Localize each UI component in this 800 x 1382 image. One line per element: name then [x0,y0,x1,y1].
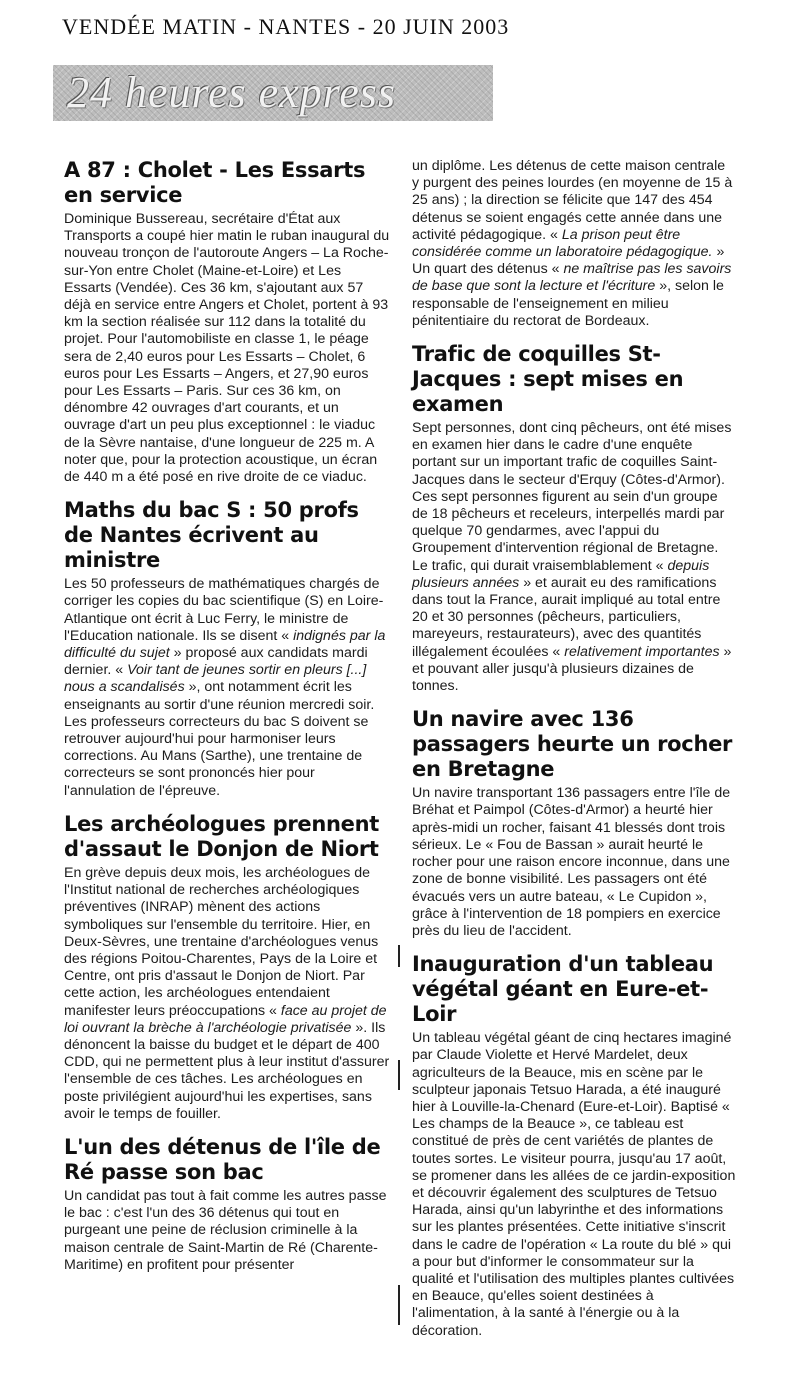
left-column [64,158,390,1337]
article-body: Un navire transportant 136 passagers entre l'île de Bréhat et Paimpol (Côtes-d'Armor) a heurté hier après-midi un rocher, faisant 41 blessés dont trois sérieux. Le « Fou de Bassan » aurait heurté le rocher pour une raison encore inconnue, dans une zone de bonne visibilité. Les passagers ont été évacués vers un autre bateau, « Le Cupidon », grâce à l'intervention de 18 pompiers en exercice près du lieu de l'accident. [412,785,731,939]
article-coquilles [412,342,736,695]
article-body: Un tableau végétal géant de cinq hectares imaginé par Claude Violette et Hervé Mardelet, deux agriculteurs de la Beauce, mis en scène par le sculpteur japonais Tetsuo Harada, a été inauguré hier à Louville-la-Chenard (Eure-et-Loir). Baptisé « Les champs de la Beauce », ce tableau est constitué de près de cent variétés de plantes de toutes sortes. Le visiteur pourra, jusqu'au 17 août, se promener dans les allées de ce jardin-exposition et découvrir également des sculptures de Tetsuo Harada, ainsi qu'un labyrinthe et des informations sur les plantes présentées. Cette initiative s'inscrit dans le cadre de l'opération « La route du blé » qui a pour but d'informer le consommateur sur la qualité et l'utilisation des multiples plantes cultivées en Beauce, qu'elles soient destinées à l'alimentation, à la santé à l'énergie ou à la décoration. [412,1030,736,1339]
section-banner [53,65,493,121]
article-a87 [64,158,390,486]
column-rule [398,945,400,967]
article-headline: Un navire avec 136 passagers heurte un rocher en Bretagne [412,707,733,782]
article-headline: Les archéologues prennent d'assaut le Donjon de Niort [64,811,379,861]
article-body: Les 50 professeurs de mathématiques chargés de corriger les copies du bac scientifique (S) en Loire-Atlantique ont écrit à Luc Ferry, le ministre de l'Education nationale. Ils se disent « indignés par la difficulté du sujet » proposé aux candidats mardi dernier. « Voir tant de jeunes sortir en pleurs [...] nous a scandalisés », ont notamment écrit les enseignants au sortir d'une réunion mercredi soir. Les professeurs correcteurs du bac S doivent se retrouver aujourd'hui pour harmoniser leurs corrections. Au Mans (Sarthe), une trentaine de correcteurs se sont prononcés hier pour l'annulation de l'épreuve. [64,576,386,799]
article-continuation: un diplôme. Les détenus de cette maison centrale y purgent des peines lourdes (en moyenne de 15 à 25 ans) ; la direction se félicite que 147 des 454 détenus se soient engagés cette année dans une activité pédagogique. « La prison peut être considérée comme un laboratoire pédagogique. » Un quart des détenus « ne maîtrise pas les savoirs de base que sont la lecture et l'écriture », selon le responsable de l'enseignement en milieu pénitentiaire du rectorat de Bordeaux. [412,158,733,329]
article-headline: A 87 : Cholet - Les Essarts en service [64,158,366,207]
article-headline: Inauguration d'un tableau végétal géant en Eure-et-Loir [412,952,714,1027]
article-body: Un candidat pas tout à fait comme les autres passe le bac : c'est l'un des 36 détenus qui tout en purgeant une peine de réclusion criminelle à la maison centrale de Saint-Martin de Ré (Charente-Maritime) en profitent pour présenter [64,1187,387,1273]
article-maths-bac [64,498,390,800]
article-archeologues [64,812,390,1123]
masthead: VENDÉE MATIN - NANTES - 20 JUIN 2003 [62,14,510,39]
article-headline: Maths du bac S : 50 profs de Nantes écrivent au ministre [64,498,359,573]
article-body: Dominique Bussereau, secrétaire d'État aux Transports a coupé hier matin le ruban inaugural du nouveau tronçon de l'autoroute Angers – La Roche-sur-Yon entre Cholet (Maine-et-Loire) et Les Essarts (Vendée). Ces 36 km, s'ajoutant aux 57 déjà en service entre Angers et Cholet, portent à 93 km la section réalisée sur 112 dans la totalité du projet. Pour l'automobiliste en classe 1, le péage sera de 2,40 euros pour Les Essarts – Cholet, 6 euros pour Les Essarts – Angers, et 27,90 euros pour Les Essarts – Paris. Sur ces 36 km, on dénombre 42 ouvrages d'art courants, et un ouvrage d'art un peu plus exceptionnel : le viaduc de la Sèvre nantaise, d'une longueur de 225 m. A noter que, pour la protection acoustique, un écran de 440 m a été posé en rive droite de ce viaduc. [64,211,390,486]
column-rule [398,1285,400,1325]
article-headline: L'un des détenus de l'île de Ré passe son bac [64,1134,381,1184]
column-rule [398,1060,400,1090]
article-detenu-bac [64,1135,390,1274]
banner-title: 24 heures express [67,68,396,117]
article-body: En grève depuis deux mois, les archéologues de l'Institut national de recherches archéologiques préventives (INRAP) mènent des actions symboliques sur l'ensemble du territoire. Hier, en Deux-Sèvres, une trentaine d'archéologues venus des régions Poitou-Charentes, Pays de la Loire et Centre, ont pris d'assaut le Donjon de Niort. Par cette action, les archéologues entendaient manifester leurs préoccupations « face au projet de loi ouvrant la brèche à l'archéologie privatisée ». Ils dénoncent la baisse du budget et le départ de 400 CDD, qui ne permettent plus à leur institut d'assurer l'ensemble de ces tâches. Les archéologues en poste privilégient aujourd'hui les expertises, sans avoir le temps de fouiller. [64,864,390,1122]
article-body: Sept personnes, dont cinq pêcheurs, ont été mises en examen hier dans le cadre d'une enquête portant sur un important trafic de coquilles Saint-Jacques dans le secteur d'Erquy (Côtes-d'Armor). Ces sept personnes figurent au sein d'un groupe de 18 pêcheurs et receleurs, interpellés mardi par quelque 70 gendarmes, avec l'appui du Groupement d'intervention régional de Bretagne. Le trafic, qui durait vraisemblablement « depuis plusieurs années » et aurait eu des ramifications dans tout la France, aurait impliqué au total entre 20 et 30 personnes (pêcheurs, particuliers, mareyeurs, restaurateurs), avec des quantités illégalement écoulées « relativement importantes » et pouvant aller jusqu'à plusieurs dizaines de tonnes. [412,420,732,695]
article-headline: Trafic de coquilles St-Jacques : sept mises en examen [412,342,684,417]
right-column [412,158,736,1337]
article-navire [412,707,736,940]
article-tableau-vegetal [412,952,736,1340]
